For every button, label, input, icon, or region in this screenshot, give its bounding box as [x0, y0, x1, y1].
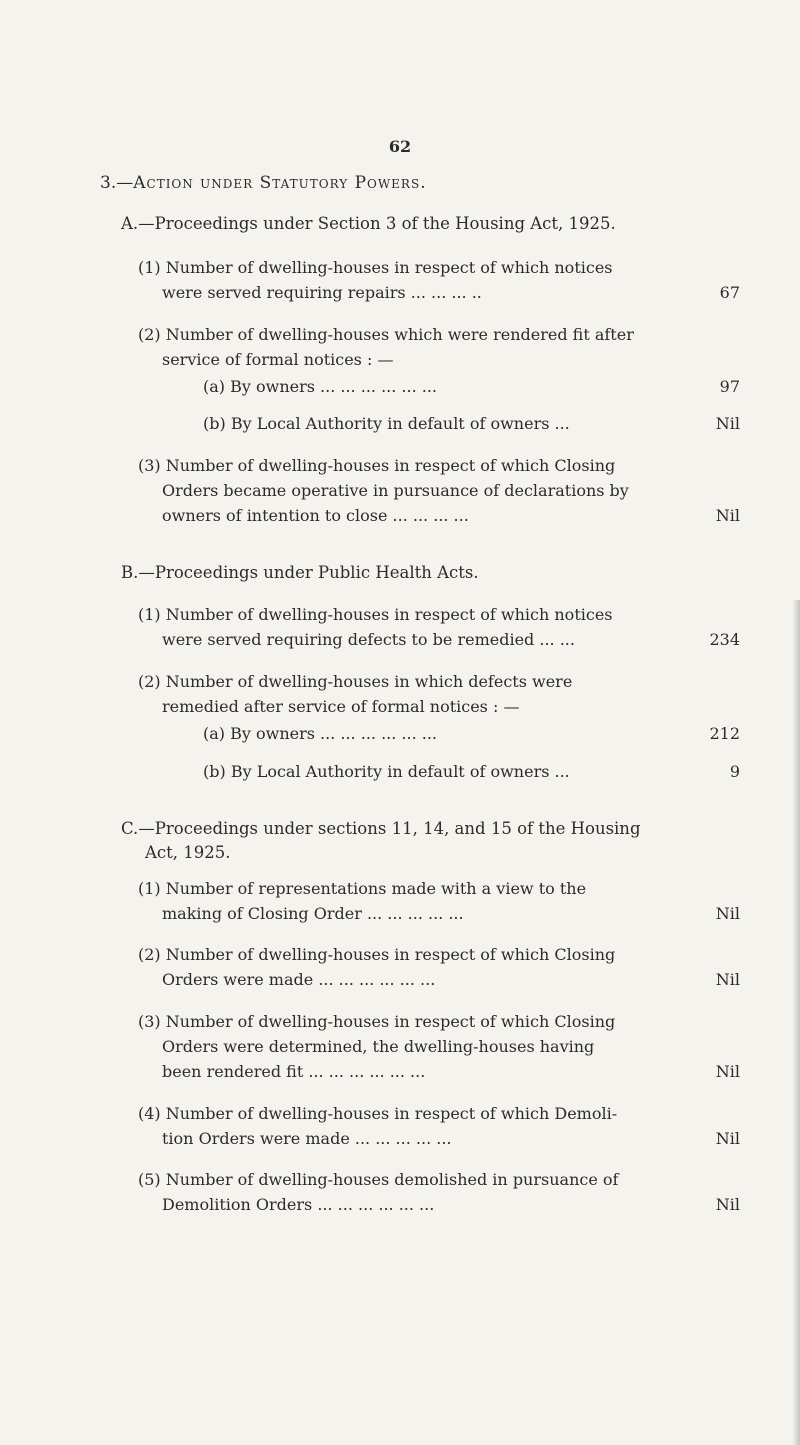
section-b-heading: B.—Proceedings under Public Health Acts.: [121, 563, 479, 582]
section-b-item-1-line-1: (1) Number of dwelling-houses in respect of which notices: [138, 605, 613, 624]
section-b-item-2-line-1: (2) Number of dwelling-houses in which defects were: [138, 672, 573, 691]
section-a-item-3-line-2: Orders became operative in pursuance of declarations by: [162, 481, 629, 500]
section-a-item-1-line-1: (1) Number of dwelling-houses in respect of which notices: [138, 258, 613, 277]
section-a-item-2b-line: (b) By Local Authority in default of owners ...: [203, 414, 570, 433]
page-number: 62: [388, 137, 412, 156]
section-a-item-2-line-2: service of formal notices : —: [162, 350, 394, 369]
section-b-item-1-line-2: were served requiring defects to be remedied ... ...: [162, 630, 575, 649]
section-b-item-2b-value: 9: [729, 762, 740, 781]
section-c-item-2-value: Nil: [715, 970, 740, 989]
main-heading-title: Action under Statutory Powers.: [133, 173, 427, 193]
section-a-item-3-line-3: owners of intention to close ... ... ... ...: [162, 506, 469, 525]
section-c-item-5-line-1: (5) Number of dwelling-houses demolished in pursuance of: [138, 1170, 619, 1189]
section-c-item-4-line-1: (4) Number of dwelling-houses in respect of which Demoli-: [138, 1104, 618, 1123]
section-c-item-5-line-2: Demolition Orders ... ... ... ... ... ...: [162, 1195, 435, 1214]
section-c-item-2-line-2: Orders were made ... ... ... ... ... ...: [162, 970, 436, 989]
section-c-heading-line-1: C.—Proceedings under sections 11, 14, and 15 of the Housing: [121, 819, 641, 838]
section-a-item-2b-value: Nil: [715, 414, 740, 433]
section-c-item-3-line-2: Orders were determined, the dwelling-houses having: [162, 1037, 595, 1056]
section-a-item-2-line-1: (2) Number of dwelling-houses which were rendered fit after: [138, 325, 634, 344]
section-c-heading-line-2: Act, 1925.: [145, 843, 231, 862]
section-a-item-1-line-2: were served requiring repairs ... ... ... ..: [162, 283, 482, 302]
section-c-item-1-line-1: (1) Number of representations made with a view to the: [138, 879, 587, 898]
main-heading-prefix: 3.—: [100, 173, 134, 193]
section-b-item-2b-line: (b) By Local Authority in default of owners ...: [203, 762, 570, 781]
section-b-item-2a-line: (a) By owners ... ... ... ... ... ...: [203, 724, 438, 743]
section-c-item-4-line-2: tion Orders were made ... ... ... ... ...: [162, 1129, 452, 1148]
section-c-item-3-line-1: (3) Number of dwelling-houses in respect of which Closing: [138, 1012, 616, 1031]
section-c-item-5-value: Nil: [715, 1195, 740, 1214]
section-b-item-2-line-2: remedied after service of formal notices : —: [162, 697, 520, 716]
section-b-item-2a-value: 212: [709, 724, 740, 743]
section-c-item-3-value: Nil: [715, 1062, 740, 1081]
section-c-item-3-line-3: been rendered fit ... ... ... ... ... ...: [162, 1062, 426, 1081]
section-b-item-1-value: 234: [709, 630, 740, 649]
section-a-item-1-value: 67: [719, 283, 740, 302]
page-edge-shadow: [792, 600, 800, 1445]
section-a-item-3-line-1: (3) Number of dwelling-houses in respect of which Closing: [138, 456, 616, 475]
section-c-item-1-line-2: making of Closing Order ... ... ... ... ...: [162, 904, 464, 923]
section-a-item-3-value: Nil: [715, 506, 740, 525]
section-a-item-2a-value: 97: [719, 377, 740, 396]
main-heading: [100, 173, 427, 193]
section-a-item-2a-line: (a) By owners ... ... ... ... ... ...: [203, 377, 438, 396]
section-a-heading: A.—Proceedings under Section 3 of the Housing Act, 1925.: [121, 214, 616, 233]
section-c-item-4-value: Nil: [715, 1129, 740, 1148]
section-c-item-1-value: Nil: [715, 904, 740, 923]
section-c-item-2-line-1: (2) Number of dwelling-houses in respect of which Closing: [138, 945, 616, 964]
